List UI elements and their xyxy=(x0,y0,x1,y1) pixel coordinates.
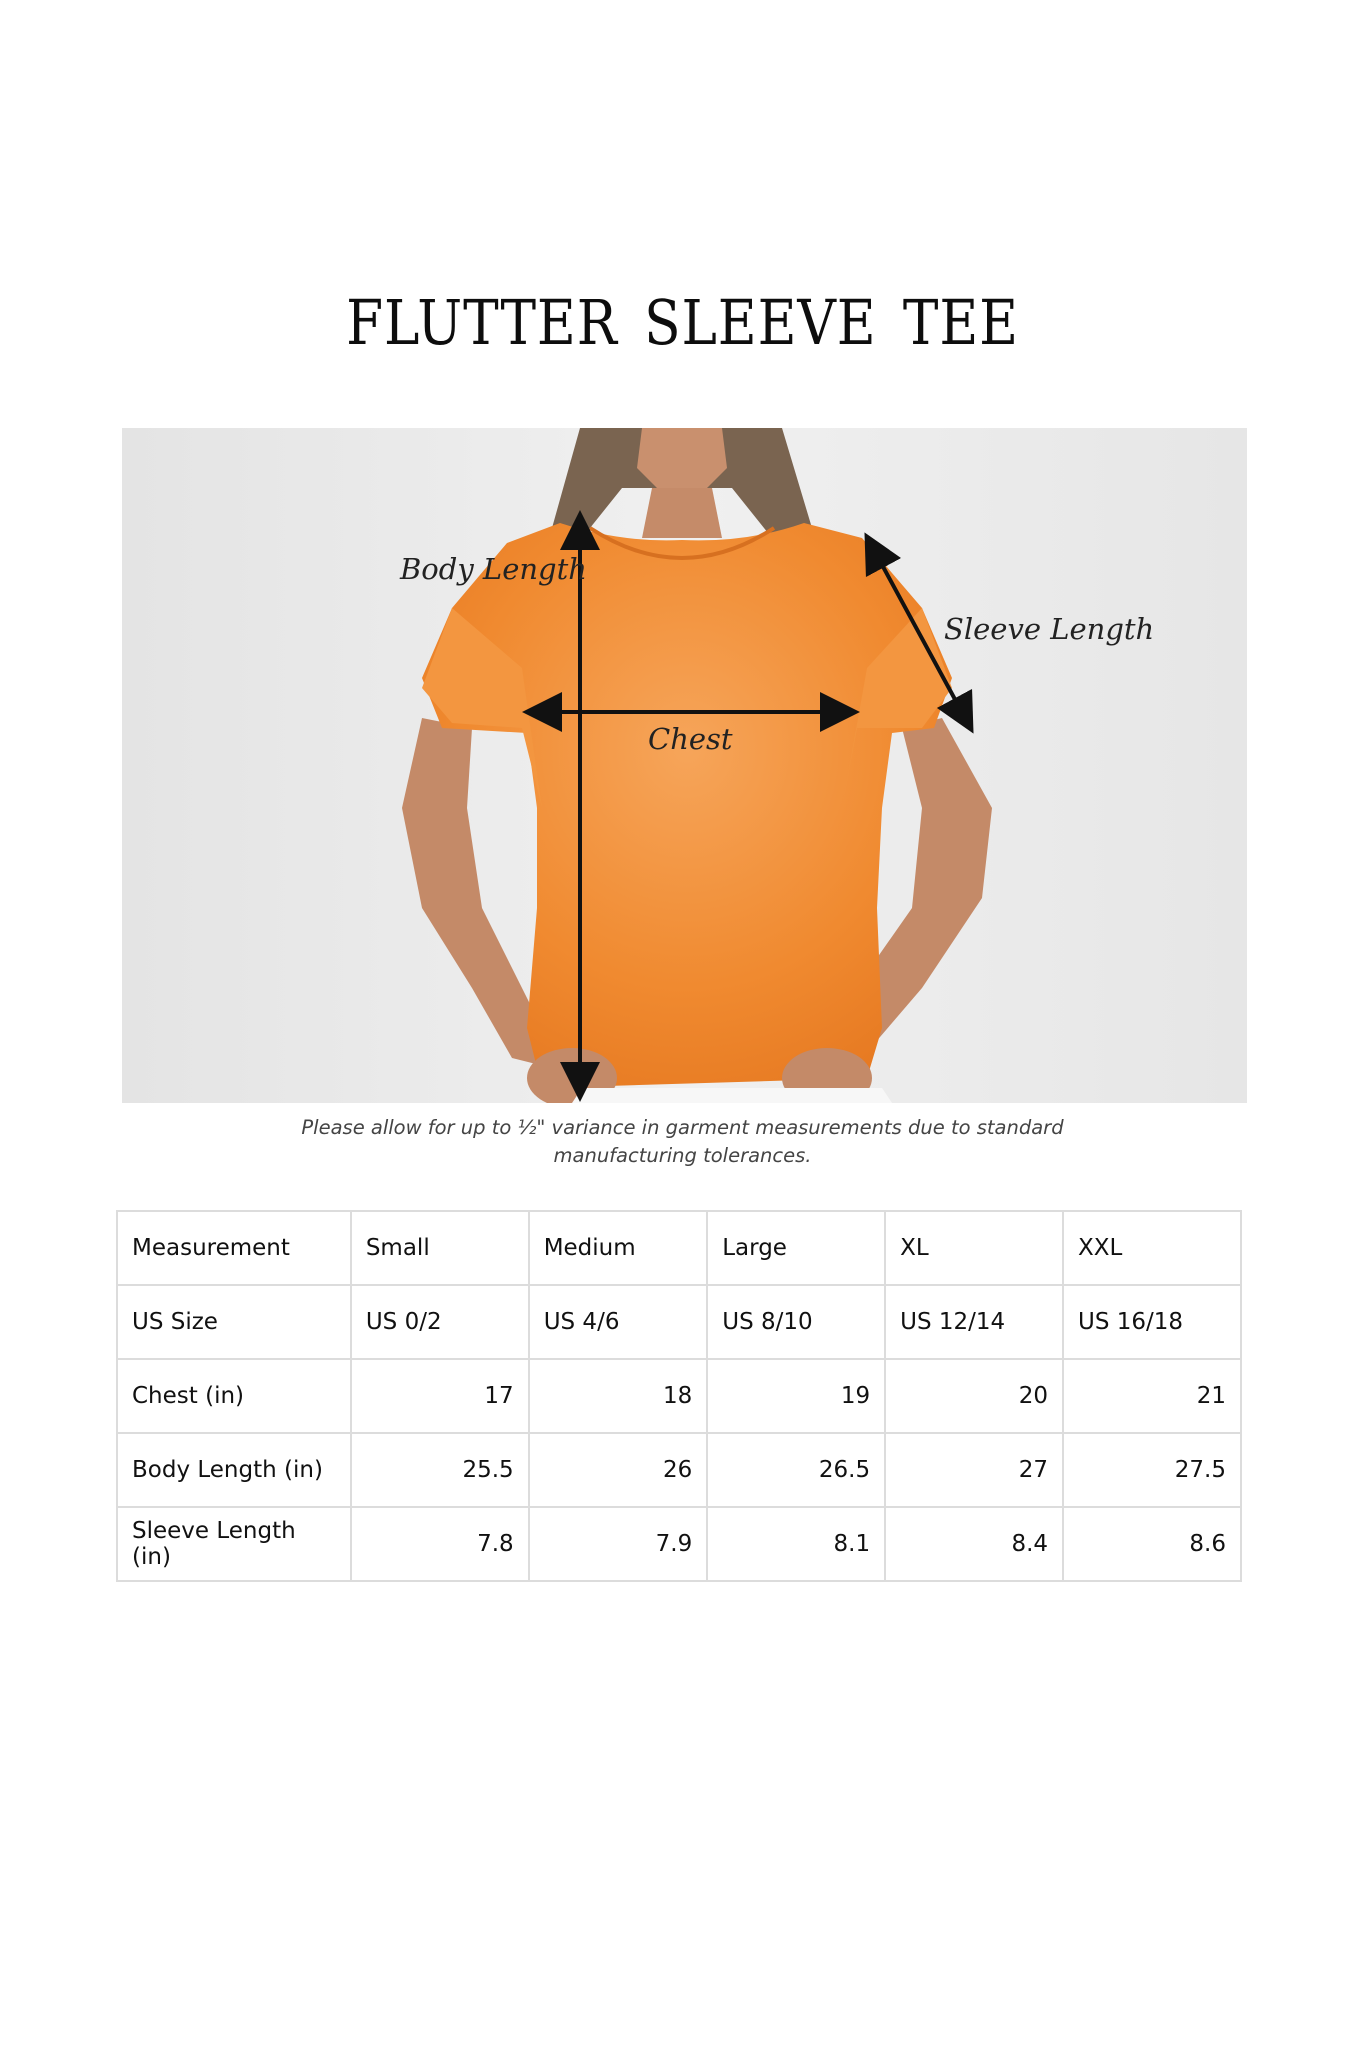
page-title: FLUTTER SLEEVE TEE xyxy=(346,286,1019,359)
header-cell: XXL xyxy=(1063,1211,1241,1285)
table-cell: 20 xyxy=(885,1359,1063,1433)
table-cell: US 0/2 xyxy=(351,1285,529,1359)
row-label: Body Length (in) xyxy=(117,1433,351,1507)
table-cell: 7.9 xyxy=(529,1507,708,1581)
table-header-row xyxy=(117,1211,1241,1285)
header-cell: Large xyxy=(707,1211,885,1285)
table-row xyxy=(117,1433,1241,1507)
table-cell: 27.5 xyxy=(1063,1433,1241,1507)
table-cell: US 16/18 xyxy=(1063,1285,1241,1359)
table-cell: 26 xyxy=(529,1433,708,1507)
sleeve-length-label: Sleeve Length xyxy=(944,612,1155,646)
table-cell: 21 xyxy=(1063,1359,1241,1433)
variance-note xyxy=(0,1114,1365,1170)
table-cell: US 12/14 xyxy=(885,1285,1063,1359)
table-row xyxy=(117,1507,1241,1581)
chest-label: Chest xyxy=(648,722,733,756)
body-length-label: Body Length xyxy=(400,552,587,586)
header-cell: Measurement xyxy=(117,1211,351,1285)
size-chart-table xyxy=(116,1210,1242,1582)
table-cell: 25.5 xyxy=(351,1433,529,1507)
variance-note-line2: manufacturing tolerances. xyxy=(553,1144,812,1167)
table-cell: 26.5 xyxy=(707,1433,885,1507)
table-cell: 27 xyxy=(885,1433,1063,1507)
table-cell: 8.1 xyxy=(707,1507,885,1581)
header-cell: Medium xyxy=(529,1211,708,1285)
garment-photo xyxy=(122,428,1247,1103)
table-cell: 19 xyxy=(707,1359,885,1433)
table-cell: 7.8 xyxy=(351,1507,529,1581)
variance-note-line1: Please allow for up to ½" variance in garment measurements due to standard xyxy=(301,1116,1064,1139)
row-label: Sleeve Length (in) xyxy=(117,1507,351,1581)
header-cell: XL xyxy=(885,1211,1063,1285)
table-row xyxy=(117,1359,1241,1433)
header-cell: Small xyxy=(351,1211,529,1285)
table-cell: 8.4 xyxy=(885,1507,1063,1581)
row-label: Chest (in) xyxy=(117,1359,351,1433)
table-cell: 18 xyxy=(529,1359,708,1433)
table-row xyxy=(117,1285,1241,1359)
row-label: US Size xyxy=(117,1285,351,1359)
table-cell: US 8/10 xyxy=(707,1285,885,1359)
table-cell: 17 xyxy=(351,1359,529,1433)
table-cell: US 4/6 xyxy=(529,1285,708,1359)
table-cell: 8.6 xyxy=(1063,1507,1241,1581)
